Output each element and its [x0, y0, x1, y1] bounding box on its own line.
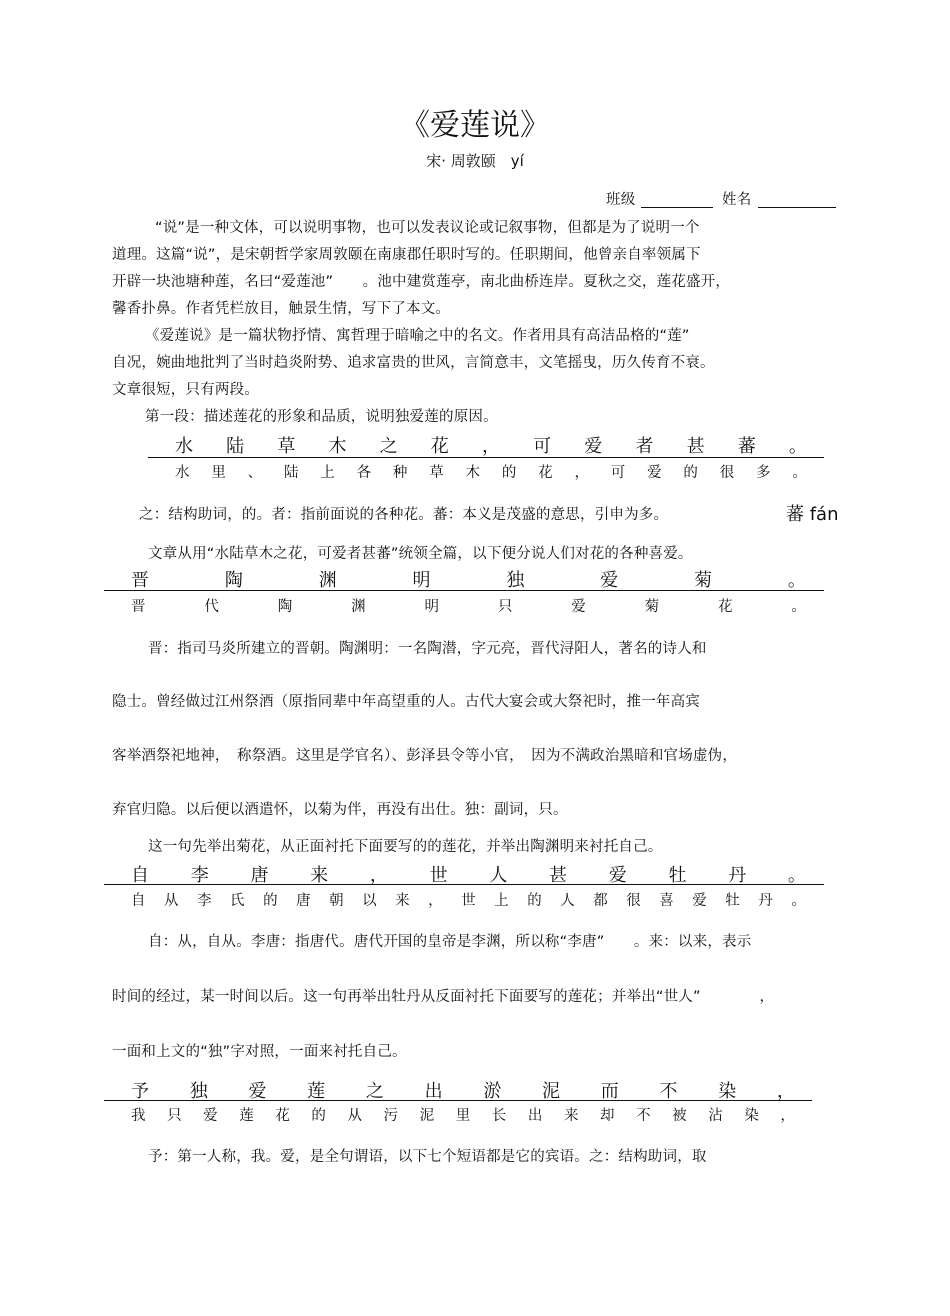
sentence-rule: [104, 590, 824, 591]
original-char: 自: [131, 865, 149, 886]
original-char: 。: [787, 865, 806, 886]
translation-char: 陶: [277, 599, 293, 615]
translation-char: 陆: [283, 465, 299, 481]
translation-char: 可: [610, 465, 626, 481]
translation-char: 我: [131, 1108, 146, 1124]
original-sentence: [175, 432, 807, 458]
translation-char: 花: [275, 1108, 290, 1124]
pinyin-note: 蕃 fán: [786, 504, 839, 525]
translation-char: 爱: [692, 893, 707, 909]
author-line: 宋· 周敦颐 yí: [426, 152, 524, 170]
translation-char: 被: [672, 1108, 687, 1124]
annotation-note: 晋：指司马炎所建立的晋朝。陶渊明：一名陶潜，字元亮，晋代浔阳人，著名的诗人和: [148, 641, 707, 657]
page-title: 《爱莲说》: [400, 108, 550, 143]
translation-char: 只: [497, 599, 513, 615]
paragraph-line: 馨香扑鼻。作者凭栏放目，触景生情，写下了本文。: [112, 301, 451, 317]
translation-char: 代: [204, 599, 219, 615]
translation-char: 朝: [329, 893, 344, 909]
original-char: 人: [489, 865, 508, 886]
original-char: 者: [635, 436, 654, 457]
translation-char: 来: [563, 1108, 579, 1124]
translation-char: ，: [428, 893, 443, 909]
original-char: 泥: [542, 1081, 561, 1102]
original-char: 甚: [549, 865, 568, 886]
sentence-rule: [148, 457, 824, 458]
original-char: 明: [412, 570, 431, 591]
original-char: 可: [533, 436, 552, 457]
translation-char: 里: [211, 465, 226, 481]
original-char: ，: [369, 865, 388, 886]
translation-char: 喜: [659, 893, 674, 909]
paragraph-line: “说”是一种文体，可以说明事物，也可以发表议论或记叙事物，但都是为了说明一个: [155, 220, 700, 236]
translation-char: 菊: [644, 599, 660, 615]
translation-char: 人: [560, 893, 575, 909]
translation-char: 莲: [239, 1108, 254, 1124]
original-char: 爱: [584, 436, 603, 457]
translation-char: 染: [744, 1108, 759, 1124]
annotation-note: 予：第一人称，我。爱，是全句谓语，以下七个短语都是它的宾语。之：结构助词，取: [148, 1149, 707, 1165]
original-char: 来: [310, 865, 329, 886]
original-char: 菊: [694, 570, 713, 591]
translation-char: 、: [247, 465, 263, 481]
translation-char: 种: [392, 465, 408, 481]
translation-char: 。: [791, 893, 806, 909]
paragraph-line: 文章很短，只有两段。: [112, 382, 259, 398]
translation-char: 很: [719, 465, 735, 481]
translation-char: 各: [356, 465, 372, 481]
original-char: 花: [430, 436, 449, 457]
translation-char: 泥: [419, 1108, 435, 1124]
annotation-note: 一面和上文的“独”字对照，一面来衬托自己。: [112, 1044, 407, 1060]
translation-char: 以: [362, 893, 377, 909]
sentence-rule: [104, 1100, 812, 1101]
translation-sentence: [131, 1104, 795, 1125]
translation-char: 木: [465, 465, 480, 481]
original-char: 渊: [318, 570, 337, 591]
translation-char: 的: [527, 893, 542, 909]
original-char: 独: [506, 570, 525, 591]
translation-sentence: [131, 595, 806, 616]
class-field[interactable]: [641, 191, 713, 208]
translation-sentence: [175, 461, 807, 482]
translation-char: 牡: [725, 893, 740, 909]
translation-char: 污: [383, 1108, 399, 1124]
paragraph-line: 开辟一块池塘种莲，名曰“爱莲池” 。池中建赏莲亭，南北曲桥连岸。夏秋之交，莲花盛开，: [112, 274, 731, 290]
commentary-text: 这一句先举出菊花，从正面衬托下面要写的的莲花，并举出陶渊明来衬托自己。: [148, 839, 663, 855]
class-label: 班级: [606, 192, 636, 208]
original-char: 之: [365, 1081, 384, 1102]
translation-char: 都: [593, 893, 608, 909]
translation-char: 李: [197, 893, 212, 909]
original-char: 染: [718, 1081, 737, 1102]
annotation-note: 弃官归隐。以后便以酒遣怀，以菊为伴，再没有出仕。独：副词，只。: [112, 802, 568, 818]
translation-char: 沾: [708, 1108, 723, 1124]
original-sentence: [131, 566, 806, 592]
translation-char: 却: [600, 1108, 615, 1124]
original-char: 淤: [483, 1081, 502, 1102]
translation-char: 很: [626, 893, 641, 909]
translation-char: 丹: [758, 893, 773, 909]
translation-char: 世: [461, 893, 476, 909]
original-char: ，: [481, 436, 500, 457]
original-char: 木: [328, 436, 347, 457]
name-label: 姓名: [722, 192, 752, 208]
translation-char: 自: [131, 893, 146, 909]
paragraph-line: 《爱莲说》是一篇状物抒情、寓哲理于暗喻之中的名文。作者用具有高洁品格的“莲”: [145, 328, 690, 344]
original-char: ，: [776, 1081, 795, 1102]
name-field[interactable]: [758, 191, 836, 208]
sentence-rule: [104, 884, 824, 885]
translation-char: ，: [574, 465, 589, 481]
translation-char: 出: [527, 1108, 543, 1124]
translation-char: 。: [792, 465, 807, 481]
commentary-text: 文章从用“水陆草木之花，可爱者甚蕃”统领全篇，以下便分说人们对花的各种喜爱。: [148, 546, 693, 562]
translation-char: 明: [424, 599, 439, 615]
translation-char: 花: [718, 599, 733, 615]
translation-char: 氏: [230, 893, 245, 909]
original-char: 牡: [668, 865, 687, 886]
section-heading: 第一段：描述莲花的形象和品质，说明独爱莲的原因。: [145, 409, 498, 425]
paragraph-line: 道理。这篇“说”，是宋朝哲学家周敦颐在南康郡任职时写的。任职期间，他曾亲自率领属下: [112, 247, 701, 263]
original-char: 爱: [248, 1081, 267, 1102]
original-char: 水: [175, 436, 193, 457]
original-char: 。: [788, 436, 807, 457]
translation-char: 的: [263, 893, 278, 909]
annotation-note: 之：结构助词，的。者：指前面说的各种花。蕃：本义是茂盛的意思，引申为多。: [139, 507, 669, 523]
translation-char: ，: [780, 1108, 795, 1124]
annotation-note: 客举酒祭祀地神， 称祭酒。这里是学官名）、彭泽县令等小官， 因为不满政治黑暗和官场虚伪，: [112, 748, 738, 764]
translation-char: 爱: [203, 1108, 218, 1124]
original-char: 爱: [600, 570, 619, 591]
translation-char: 上: [494, 893, 509, 909]
original-char: 。: [787, 570, 806, 591]
original-char: 独: [189, 1081, 208, 1102]
translation-char: 晋: [131, 599, 146, 615]
translation-char: 渊: [351, 599, 366, 615]
original-char: 陶: [224, 570, 243, 591]
original-char: 陆: [226, 436, 245, 457]
translation-char: 只: [167, 1108, 182, 1124]
translation-char: 。: [791, 599, 806, 615]
original-char: 世: [429, 865, 448, 886]
original-char: 而: [600, 1081, 619, 1102]
translation-char: 水: [175, 465, 190, 481]
annotation-note: 自：从，自从。李唐：指唐代。唐代开国的皇帝是李渊，所以称“李唐” 。来：以来，表示: [148, 934, 752, 950]
translation-char: 从: [164, 893, 179, 909]
translation-char: 的: [311, 1108, 326, 1124]
original-char: 出: [424, 1081, 443, 1102]
original-char: 爱: [608, 865, 627, 886]
original-char: 丹: [728, 865, 747, 886]
translation-char: 上: [320, 465, 335, 481]
original-char: 唐: [250, 865, 269, 886]
translation-char: 爱: [571, 599, 586, 615]
translation-char: 里: [455, 1108, 471, 1124]
translation-char: 花: [538, 465, 553, 481]
original-char: 草: [277, 436, 296, 457]
translation-char: 唐: [296, 893, 311, 909]
translation-char: 多: [756, 465, 771, 481]
annotation-note: 隐士。曾经做过江州祭酒（原指同辈中年高望重的人。古代大宴会或大祭祀时，推一年高宾: [112, 694, 700, 710]
translation-sentence: [131, 889, 806, 910]
translation-char: 爱: [647, 465, 662, 481]
original-char: 之: [379, 436, 398, 457]
original-char: 不: [659, 1081, 678, 1102]
translation-char: 的: [683, 465, 698, 481]
original-char: 甚: [686, 436, 705, 457]
annotation-note: 时间的经过，某一时间以后。这一句再举出牡丹从反面衬托下面要写的莲花；并举出“世人” ，: [112, 989, 775, 1005]
paragraph-line: 自况，婉曲地批判了当时趋炎附势、追求富贵的世风，言简意丰，文笔摇曳，历久传育不衰。: [112, 355, 715, 371]
original-char: 晋: [131, 570, 149, 591]
original-char: 蕃: [737, 436, 756, 457]
original-char: 莲: [307, 1081, 326, 1102]
translation-char: 的: [501, 465, 517, 481]
translation-char: 草: [429, 465, 444, 481]
original-char: 予: [131, 1081, 149, 1102]
translation-char: 不: [636, 1108, 651, 1124]
translation-char: 长: [491, 1108, 507, 1124]
translation-char: 从: [347, 1108, 362, 1124]
original-char: 李: [190, 865, 209, 886]
translation-char: 来: [395, 893, 410, 909]
